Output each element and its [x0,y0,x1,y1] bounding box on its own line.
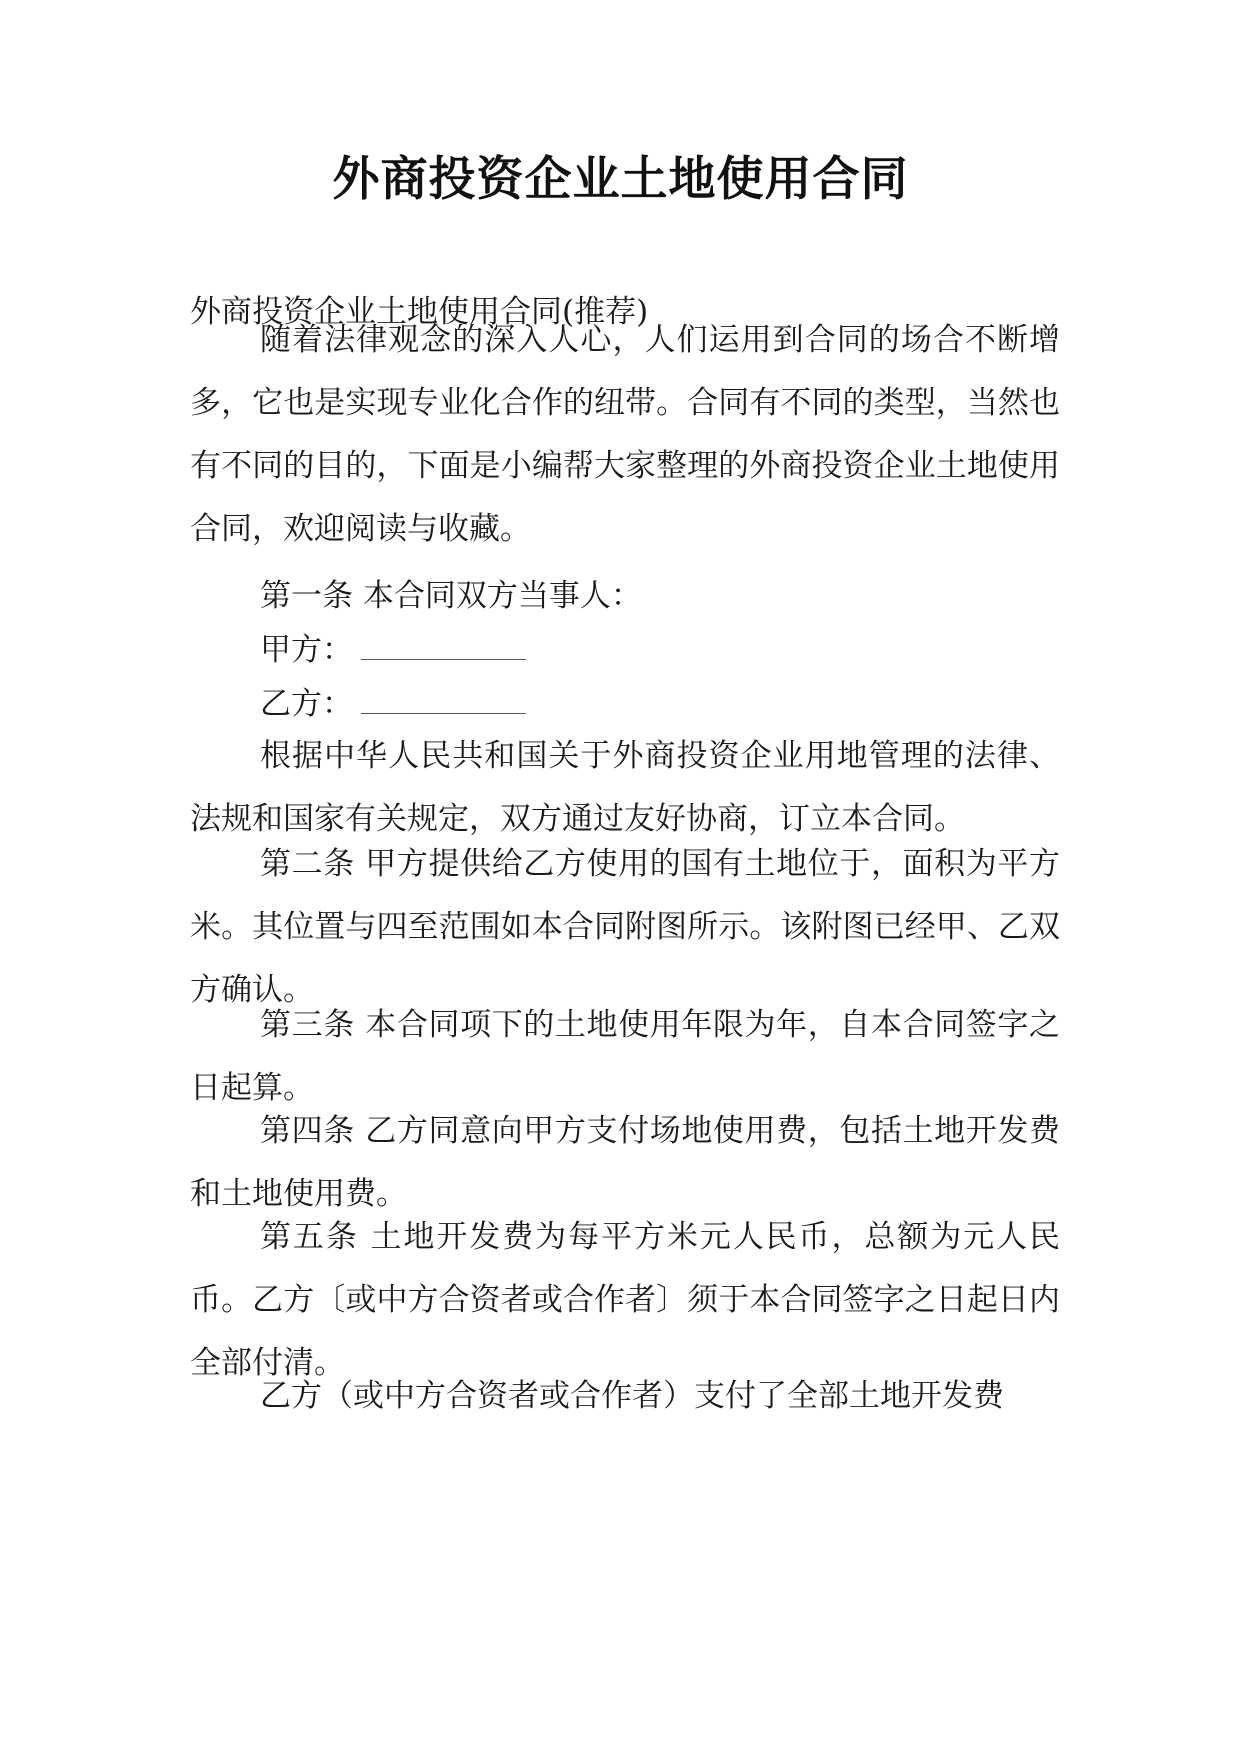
last-line: 乙方（或中方合资者或合作者）支付了全部土地开发费 [260,1378,1004,1414]
document-title: 外商投资企业土地使用合同 [332,152,909,207]
party-a-field [260,628,526,672]
article-5: 第五条 土地开发费为每平方米元人民币，总额为元人民币。乙方〔或中方合资者或合作者〕须于本合同签字之日起日内全部付清。 [190,1219,1060,1381]
party-b-blank [361,685,526,714]
article-2: 第二条 甲方提供给乙方使用的国有土地位于，面积为平方米。其位置与四至范围如本合同附图所示。该附图已经甲、乙双方确认。 [190,846,1060,1008]
article-4: 第四条 乙方同意向甲方支付场地使用费，包括土地开发费和土地使用费。 [190,1113,1060,1212]
article-3: 第三条 本合同项下的土地使用年限为年，自本合同签字之日起算。 [190,1007,1060,1106]
basis-paragraph: 根据中华人民共和国关于外商投资企业用地管理的法律、法规和国家有关规定，双方通过友好协商，订立本合同。 [190,738,1060,837]
party-b-label: 乙方： [260,686,353,722]
party-a-blank [361,631,526,660]
article-1: 第一条 本合同双方当事人： [260,578,642,614]
party-b-field [260,682,526,726]
intro-paragraph: 随着法律观念的深入人心，人们运用到合同的场合不断增多，它也是实现专业化合作的纽带。合同有不同的类型，当然也有不同的目的，下面是小编帮大家整理的外商投资企业土地使用合同，欢迎阅读与收藏。 [190,322,1060,547]
document-subtitle: 外商投资企业土地使用合同(推荐) [190,294,649,330]
party-a-label: 甲方： [260,632,353,668]
